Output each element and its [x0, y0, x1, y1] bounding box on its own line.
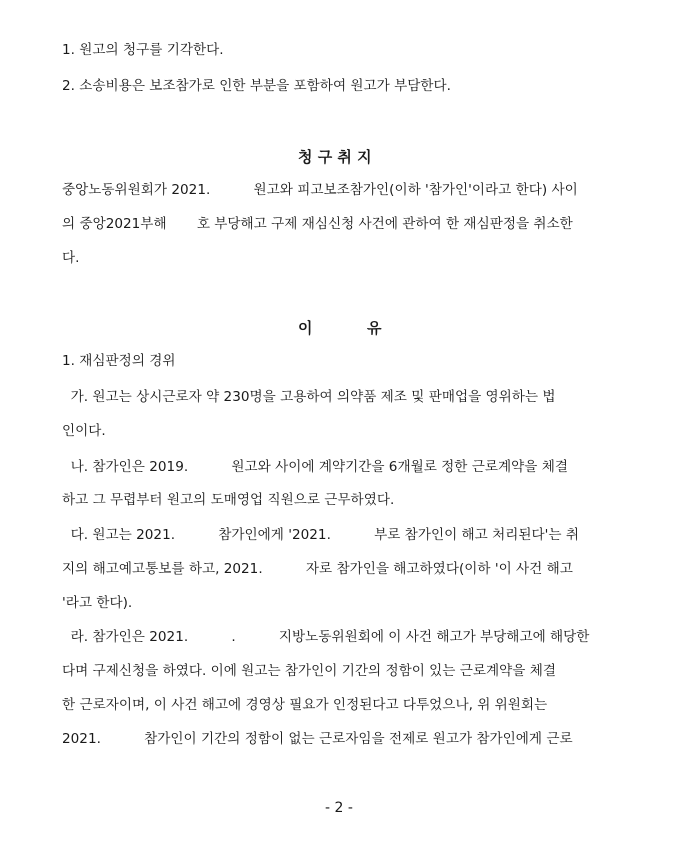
reason-line: 지의 해고예고통보를 하고, 2021. 자로 참가인을 해고하였다(이하 '이 사건 해고: [62, 561, 573, 577]
claim-line: 다.: [62, 250, 80, 266]
order-item-2: 2. 소송비용은 보조참가로 인한 부분을 포함하여 원고가 부담한다.: [62, 78, 451, 94]
claim-heading: 청 구 취 지: [298, 148, 372, 166]
order-item-1: 1. 원고의 청구를 기각한다.: [62, 42, 224, 58]
reason-heading-right: 유: [367, 319, 382, 337]
reason-heading-left: 이: [298, 319, 313, 337]
reason-line: 2021. 참가인이 기간의 정함이 없는 근로자임을 전제로 원고가 참가인에게 근로: [62, 731, 573, 747]
reason-line: '라고 한다).: [62, 595, 133, 611]
reason-line: 인이다.: [62, 423, 106, 439]
reason-line: 다. 원고는 2021. 참가인에게 '2021. 부로 참가인이 해고 처리된다'는 취: [62, 527, 579, 543]
reason-line: 하고 그 무렵부터 원고의 도매영업 직원으로 근무하였다.: [62, 492, 395, 508]
claim-line: 중앙노동위원회가 2021. 원고와 피고보조참가인(이하 '참가인'이라고 한다) 사이: [62, 182, 578, 198]
reason-line: 다며 구제신청을 하였다. 이에 원고는 참가인이 기간의 정함이 있는 근로계약을 체결: [62, 663, 557, 679]
reason-line: 나. 참가인은 2019. 원고와 사이에 계약기간을 6개월로 정한 근로계약을 체결: [62, 459, 568, 475]
reason-line: 한 근로자이며, 이 사건 해고에 경영상 필요가 인정된다고 다투었으나, 위 위원회는: [62, 697, 548, 713]
claim-line: 의 중앙2021부해 호 부당해고 구제 재심신청 사건에 관하여 한 재심판정을 취소한: [62, 216, 573, 232]
section-title: 1. 재심판정의 경위: [62, 353, 176, 369]
reason-line: 가. 원고는 상시근로자 약 230명을 고용하여 의약품 제조 및 판매업을 영위하는 법: [62, 389, 556, 405]
reason-line: 라. 참가인은 2021. . 지방노동위원회에 이 사건 해고가 부당해고에 해당한: [62, 629, 590, 645]
page-number: - 2 -: [325, 800, 353, 816]
